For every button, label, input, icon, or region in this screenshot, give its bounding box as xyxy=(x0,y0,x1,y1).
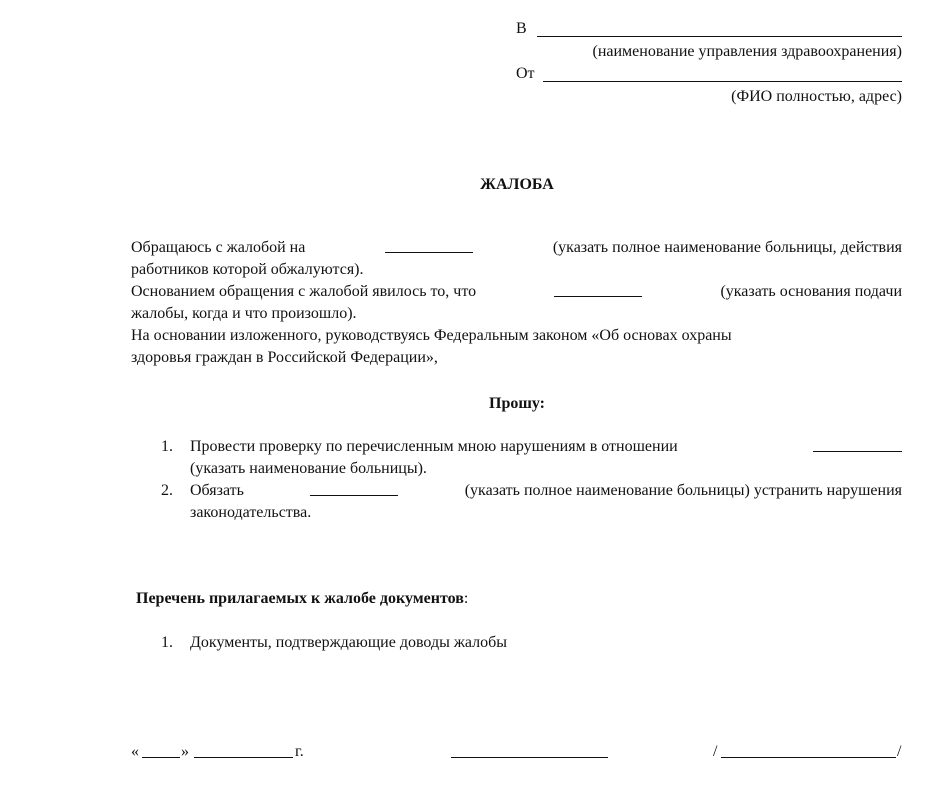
request-1-line1: Провести проверку по перечисленным мною нарушениям в отношении xyxy=(190,438,678,455)
date-month-line xyxy=(194,757,293,758)
request-1-number: 1. xyxy=(161,438,173,455)
p1-line2: работников которой обжалуются). xyxy=(131,261,364,278)
request-2-hospital-blank xyxy=(310,480,398,496)
request-2-line1-start: Обязать xyxy=(190,482,244,499)
to-caption: (наименование управления здравоохранения) xyxy=(592,43,902,60)
date-day-line xyxy=(142,757,180,758)
name-slash-close: / xyxy=(897,743,902,760)
p2-start: Основанием обращения с жалобой явилось то, что xyxy=(131,283,477,300)
attachment-1-text: Документы, подтверждающие доводы жалобы xyxy=(190,634,507,651)
date-quote-open: « xyxy=(131,743,139,760)
attachments-heading xyxy=(136,588,468,610)
request-1-hospital-blank xyxy=(813,436,902,452)
date-quote-close: » xyxy=(181,743,189,760)
paragraph-3 xyxy=(131,325,902,369)
p2-reason-blank xyxy=(554,281,642,297)
request-2-line2: законодательства. xyxy=(190,504,312,521)
to-label: В xyxy=(516,20,527,37)
p1-mid: (указать полное наименование больницы, действия xyxy=(552,239,902,256)
request-2-number: 2. xyxy=(161,482,173,499)
name-slash-open: / xyxy=(713,743,718,760)
paragraph-2 xyxy=(131,281,902,325)
paragraph-1 xyxy=(131,237,902,281)
p2-line2: жалобы, когда и что произошло). xyxy=(131,305,357,322)
p1-hospital-blank xyxy=(385,237,473,253)
p1-start: Обращаюсь с жалобой на xyxy=(131,239,306,256)
date-year-suffix: г. xyxy=(295,743,304,760)
request-2 xyxy=(190,480,902,524)
name-line xyxy=(721,757,896,758)
request-heading: Прошу: xyxy=(489,395,545,412)
attachments-heading-colon: : xyxy=(463,590,469,607)
signature-line xyxy=(451,757,608,758)
from-label: От xyxy=(516,65,535,82)
p3-line1: На основании изложенного, руководствуясь Федеральным законом «Об основах охраны xyxy=(131,327,732,344)
request-1-line2: (указать наименование больницы). xyxy=(190,460,427,477)
from-sender-line xyxy=(543,81,902,82)
document-title: ЖАЛОБА xyxy=(480,176,554,193)
from-caption: (ФИО полностью, адрес) xyxy=(731,88,902,105)
request-1 xyxy=(190,436,902,480)
attachment-1-number: 1. xyxy=(161,634,173,651)
to-recipient-line xyxy=(537,36,902,37)
p3-line2: здоровья граждан в Российской Федерации», xyxy=(131,349,438,366)
request-2-line1-end: (указать полное наименование больницы) устранить нарушения xyxy=(464,482,902,499)
p2-mid: (указать основания подачи xyxy=(720,283,902,300)
attachments-heading-text: Перечень прилагаемых к жалобе документов xyxy=(136,590,464,607)
